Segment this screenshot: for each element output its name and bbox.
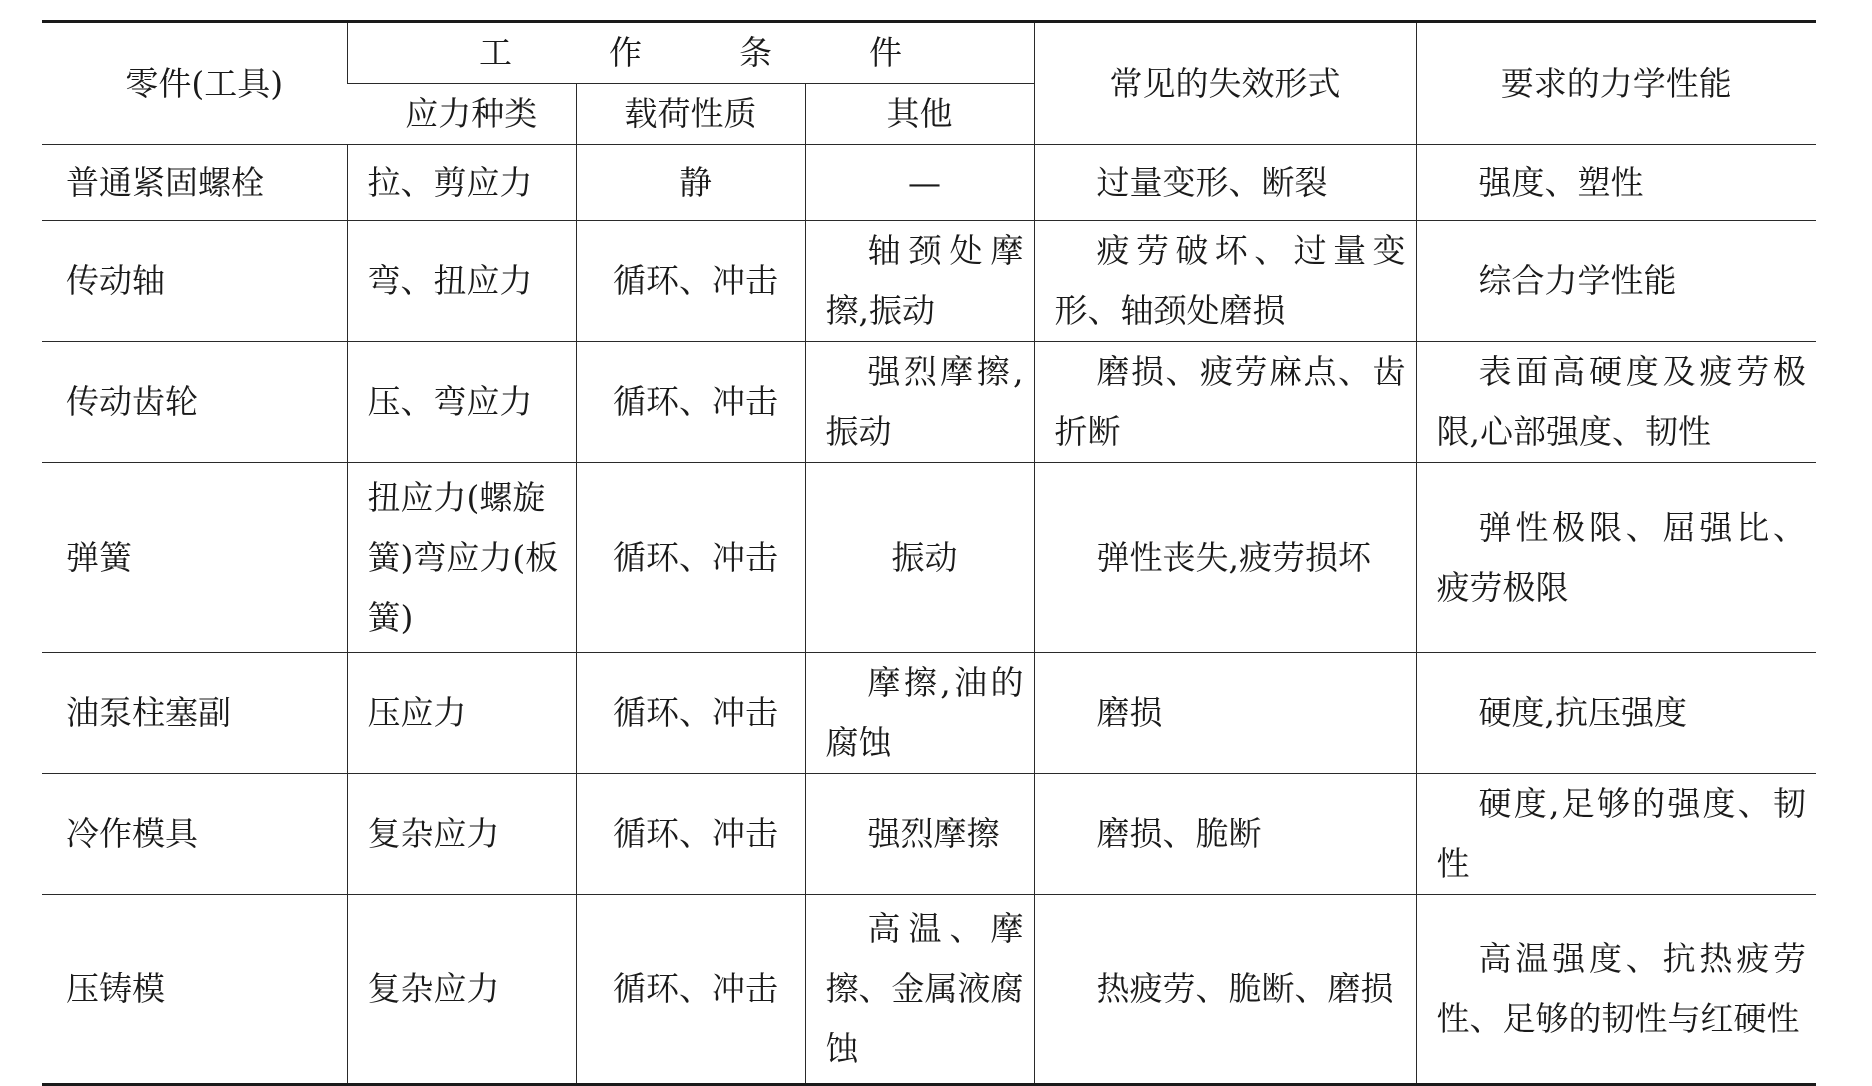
- cell-stress: 弯、扭应力: [347, 221, 576, 342]
- cell-properties: 高温强度、抗热疲劳性、足够的韧性与红硬性: [1416, 895, 1816, 1085]
- header-failure-modes: 常见的失效形式: [1034, 22, 1416, 145]
- cell-load: 循环、冲击: [576, 895, 805, 1085]
- cell-properties: 表面高硬度及疲劳极限,心部强度、韧性: [1416, 342, 1816, 463]
- cell-part: 冷作模具: [42, 774, 347, 895]
- header-part: 零件(工具): [42, 22, 347, 145]
- cell-properties: 硬度,足够的强度、韧性: [1416, 774, 1816, 895]
- cell-load: 静: [576, 145, 805, 221]
- cell-failure: 过量变形、断裂: [1034, 145, 1416, 221]
- cell-load: 循环、冲击: [576, 653, 805, 774]
- header-stress-type: 应力种类: [347, 84, 576, 145]
- failure-modes-table: [42, 20, 1816, 1086]
- header-other: 其他: [805, 84, 1034, 145]
- cell-stress: 扭应力(螺旋簧)弯应力(板簧): [347, 463, 576, 653]
- cell-stress: 拉、剪应力: [347, 145, 576, 221]
- cell-other: 强烈摩擦: [805, 774, 1034, 895]
- cell-load: 循环、冲击: [576, 342, 805, 463]
- cell-failure: 磨损: [1034, 653, 1416, 774]
- cell-load: 循环、冲击: [576, 774, 805, 895]
- cell-part: 普通紧固螺栓: [42, 145, 347, 221]
- cell-stress: 复杂应力: [347, 895, 576, 1085]
- cell-failure: 弹性丧失,疲劳损坏: [1034, 463, 1416, 653]
- cell-stress: 复杂应力: [347, 774, 576, 895]
- cell-part: 压铸模: [42, 895, 347, 1085]
- table-row: [42, 463, 1816, 653]
- cell-failure: 疲劳破坏、过量变形、轴颈处磨损: [1034, 221, 1416, 342]
- cell-part: 传动轴: [42, 221, 347, 342]
- cell-load: 循环、冲击: [576, 221, 805, 342]
- cell-part: 油泵柱塞副: [42, 653, 347, 774]
- table-header: [42, 22, 1816, 145]
- cell-failure: 热疲劳、脆断、磨损: [1034, 895, 1416, 1085]
- cell-other: 摩擦,油的腐蚀: [805, 653, 1034, 774]
- table-row: [42, 653, 1816, 774]
- cell-properties: 强度、塑性: [1416, 145, 1816, 221]
- cell-load: 循环、冲击: [576, 463, 805, 653]
- cell-other: 轴颈处摩擦,振动: [805, 221, 1034, 342]
- cell-other: 振动: [805, 463, 1034, 653]
- header-required-properties: 要求的力学性能: [1416, 22, 1816, 145]
- cell-failure: 磨损、疲劳麻点、齿折断: [1034, 342, 1416, 463]
- cell-stress: 压、弯应力: [347, 342, 576, 463]
- cell-properties: 弹性极限、屈强比、疲劳极限: [1416, 463, 1816, 653]
- cell-other: —: [805, 145, 1034, 221]
- cell-stress: 压应力: [347, 653, 576, 774]
- header-load-nature: 载荷性质: [576, 84, 805, 145]
- table-row: [42, 221, 1816, 342]
- header-row-1: [42, 22, 1816, 84]
- cell-part: 弹簧: [42, 463, 347, 653]
- table-body: [42, 145, 1816, 1085]
- cell-properties: 硬度,抗压强度: [1416, 653, 1816, 774]
- cell-properties: 综合力学性能: [1416, 221, 1816, 342]
- table-row: [42, 145, 1816, 221]
- cell-part: 传动齿轮: [42, 342, 347, 463]
- cell-failure: 磨损、脆断: [1034, 774, 1416, 895]
- cell-other: 强烈摩擦,振动: [805, 342, 1034, 463]
- cell-other: 高温、摩擦、金属液腐蚀: [805, 895, 1034, 1085]
- header-working-conditions: 工 作 条 件: [347, 22, 1034, 84]
- table-row: [42, 774, 1816, 895]
- table-row: [42, 895, 1816, 1085]
- table-row: [42, 342, 1816, 463]
